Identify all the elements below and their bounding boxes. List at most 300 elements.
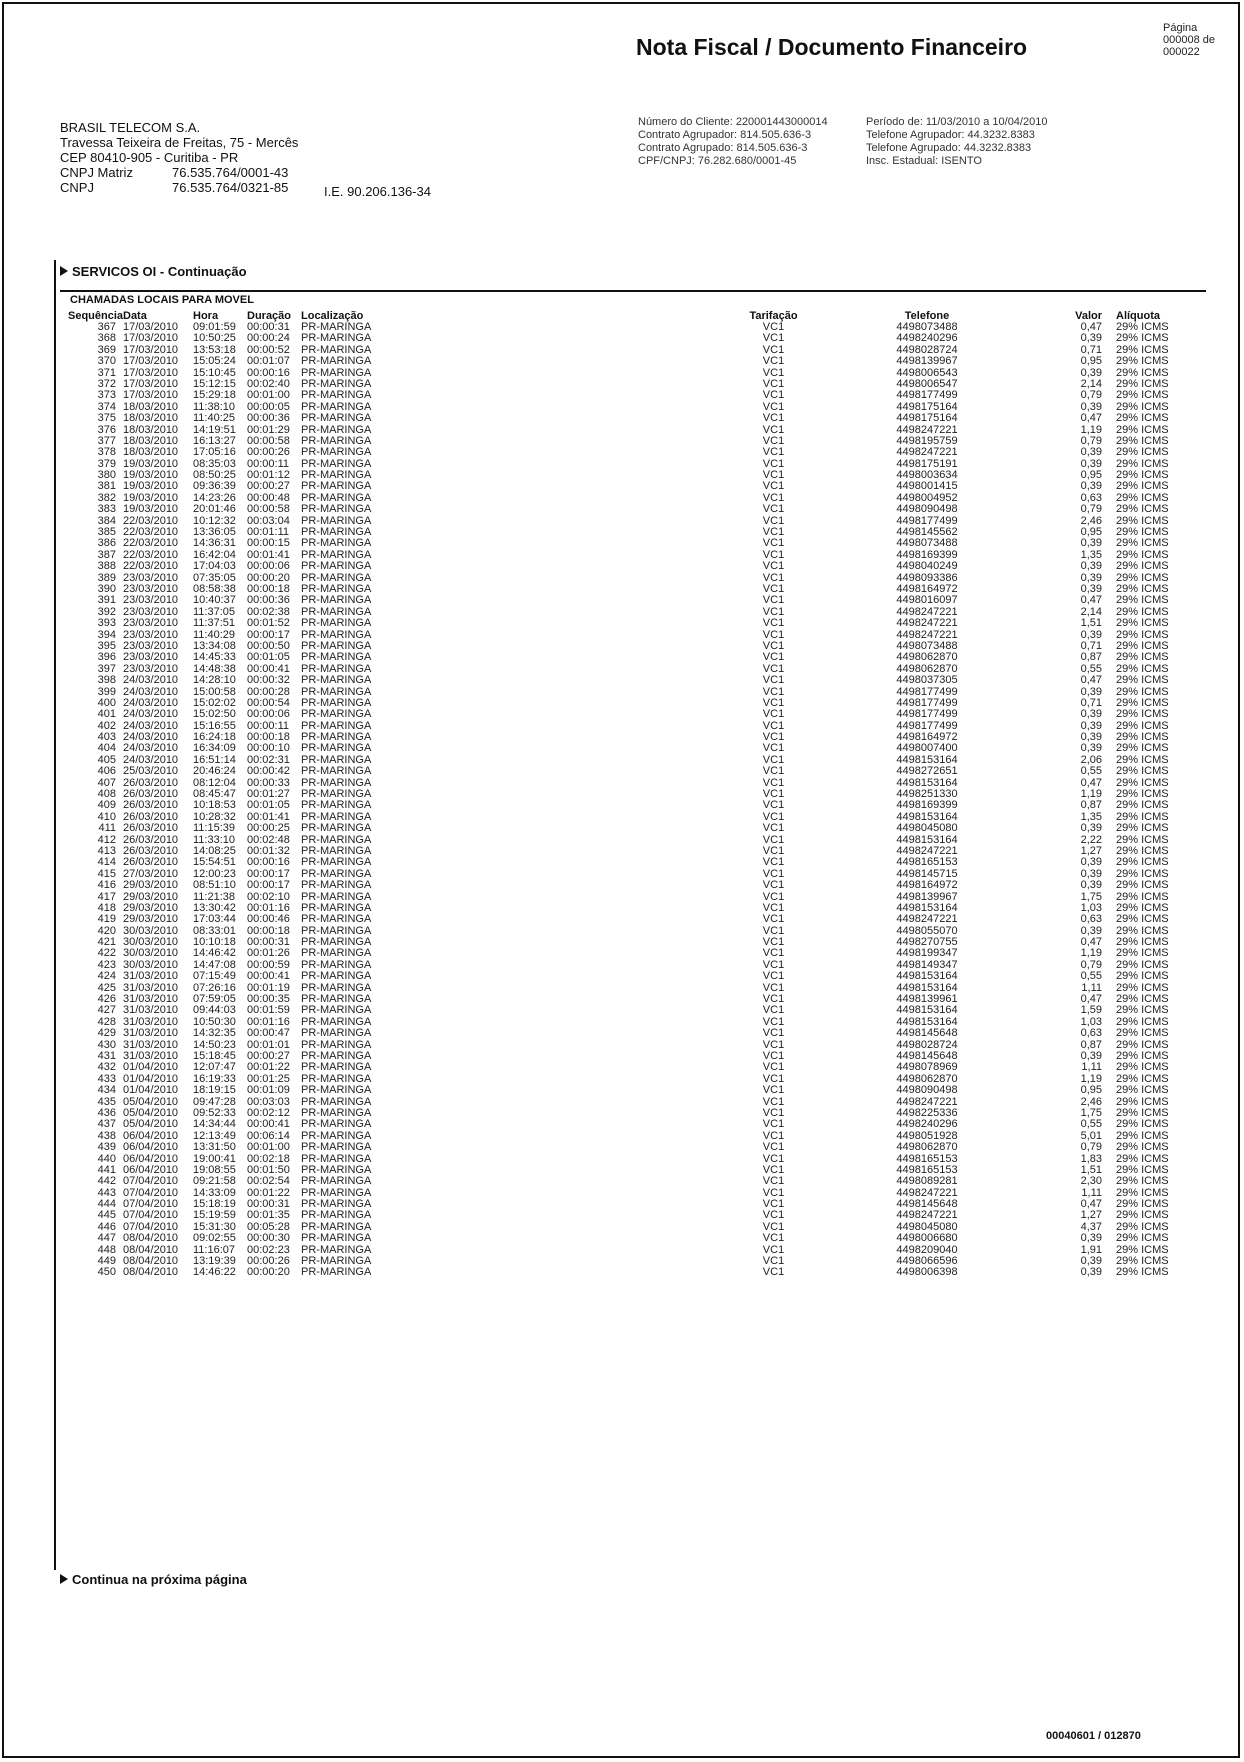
- cell-hora: 14:46:22: [193, 1266, 236, 1279]
- cell-tarifacao: VC1: [762, 400, 785, 413]
- cell-localizacao: PR-MARINGA: [301, 1141, 372, 1154]
- cell-hora: 14:08:25: [193, 844, 236, 857]
- cell-sequencia: 391: [97, 594, 116, 607]
- cell-duracao: 00:00:31: [247, 936, 290, 949]
- cell-sequencia: 371: [97, 366, 116, 379]
- cell-hora: 12:13:49: [193, 1129, 236, 1142]
- cell-tarifacao: VC1: [762, 423, 785, 436]
- cell-telefone: 4498145648: [896, 1198, 958, 1211]
- cell-localizacao: PR-MARINGA: [301, 1243, 372, 1256]
- cell-hora: 16:24:18: [193, 731, 236, 744]
- cell-duracao: 00:01:25: [247, 1072, 290, 1085]
- cell-valor: 2,22: [1080, 833, 1102, 846]
- cell-hora: 15:05:24: [193, 355, 236, 368]
- cell-sequencia: 411: [98, 822, 116, 835]
- cell-valor: 0,39: [1080, 571, 1102, 584]
- cell-aliquota: 29% ICMS: [1116, 423, 1169, 436]
- cell-aliquota: 29% ICMS: [1116, 480, 1169, 493]
- cell-localizacao: PR-MARINGA: [301, 446, 372, 459]
- cell-tarifacao: VC1: [762, 1255, 785, 1268]
- contrato-agrupado: Contrato Agrupado: 814.505.636-3: [638, 142, 808, 154]
- cell-hora: 14:46:42: [193, 947, 236, 960]
- cell-duracao: 00:00:58: [247, 503, 290, 516]
- cell-aliquota: 29% ICMS: [1116, 674, 1169, 687]
- cell-valor: 1,35: [1080, 548, 1102, 561]
- cell-hora: 13:31:50: [193, 1141, 236, 1154]
- cell-hora: 11:40:29: [193, 628, 236, 641]
- cell-duracao: 00:00:47: [247, 1027, 290, 1040]
- cell-aliquota: 29% ICMS: [1116, 776, 1169, 789]
- cell-valor: 0,39: [1080, 742, 1102, 755]
- cell-localizacao: PR-MARINGA: [301, 434, 372, 447]
- cell-telefone: 4498247221: [896, 1186, 958, 1199]
- header-data: Data: [123, 310, 147, 322]
- cell-sequencia: 440: [97, 1152, 116, 1165]
- cell-tarifacao: VC1: [762, 1050, 785, 1062]
- cell-telefone: 4498062870: [896, 1141, 958, 1154]
- cell-data: 22/03/2010: [123, 548, 179, 561]
- cell-valor: 1,75: [1080, 890, 1102, 903]
- cell-tarifacao: VC1: [762, 332, 785, 345]
- cell-data: 01/04/2010: [123, 1072, 179, 1085]
- cell-sequencia: 418: [97, 901, 116, 914]
- cell-telefone: 4498090498: [896, 1084, 958, 1097]
- cell-valor: 0,79: [1080, 503, 1102, 516]
- cell-duracao: 00:00:17: [247, 628, 290, 641]
- cell-sequencia: 414: [97, 856, 116, 869]
- cell-aliquota: 29% ICMS: [1116, 400, 1169, 413]
- cell-aliquota: 29% ICMS: [1116, 1004, 1169, 1017]
- cell-duracao: 00:03:03: [247, 1095, 290, 1108]
- cell-localizacao: PR-MARINGA: [301, 514, 372, 527]
- cell-localizacao: PR-MARINGA: [301, 822, 372, 835]
- cell-telefone: 4498073488: [896, 639, 958, 652]
- triangle-icon: [60, 1574, 68, 1584]
- cell-localizacao: PR-MARINGA: [301, 1072, 372, 1085]
- cell-duracao: 00:02:10: [247, 890, 290, 903]
- cell-tarifacao: VC1: [762, 1198, 785, 1211]
- cell-localizacao: PR-MARINGA: [301, 366, 372, 379]
- cell-hora: 08:50:25: [193, 469, 236, 482]
- cell-data: 26/03/2010: [123, 776, 179, 789]
- cell-aliquota: 29% ICMS: [1116, 1050, 1169, 1062]
- table-row: [60, 447, 1206, 458]
- cell-tarifacao: VC1: [762, 662, 785, 675]
- cell-sequencia: 374: [97, 400, 116, 413]
- cell-valor: 2,14: [1080, 377, 1102, 390]
- cell-localizacao: PR-MARINGA: [301, 560, 372, 573]
- cell-hora: 15:02:02: [193, 696, 236, 709]
- cell-telefone: 4498165153: [896, 856, 958, 869]
- company-name: BRASIL TELECOM S.A.: [60, 120, 201, 135]
- cell-aliquota: 29% ICMS: [1116, 469, 1169, 482]
- cell-duracao: 00:01:05: [247, 799, 290, 812]
- cell-valor: 0,95: [1080, 1084, 1102, 1097]
- cell-tarifacao: VC1: [762, 879, 785, 892]
- cell-hora: 09:21:58: [193, 1175, 236, 1188]
- cell-data: 01/04/2010: [123, 1061, 179, 1074]
- cell-sequencia: 434: [97, 1084, 116, 1097]
- cell-localizacao: PR-MARINGA: [301, 856, 372, 869]
- client-cpf-cnpj: CPF/CNPJ: 76.282.680/0001-45: [638, 155, 797, 167]
- cell-hora: 15:02:50: [193, 708, 236, 721]
- cell-aliquota: 29% ICMS: [1116, 924, 1169, 937]
- cell-aliquota: 29% ICMS: [1116, 696, 1169, 709]
- cell-localizacao: PR-MARINGA: [301, 708, 372, 721]
- cell-localizacao: PR-MARINGA: [301, 1015, 372, 1028]
- cell-localizacao: PR-MARINGA: [301, 321, 372, 333]
- cell-telefone: 4498247221: [896, 617, 958, 630]
- cell-valor: 0,39: [1080, 582, 1102, 595]
- cell-telefone: 4498153164: [896, 1004, 958, 1017]
- cell-data: 23/03/2010: [123, 651, 179, 664]
- cell-valor: 2,46: [1080, 1095, 1102, 1108]
- header-aliquota: Alíquota: [1116, 310, 1160, 322]
- cell-aliquota: 29% ICMS: [1116, 1072, 1169, 1085]
- cell-telefone: 4498006543: [896, 366, 958, 379]
- cell-tarifacao: VC1: [762, 1141, 785, 1154]
- cell-data: 07/04/2010: [123, 1186, 179, 1199]
- cell-duracao: 00:00:35: [247, 993, 290, 1006]
- cell-telefone: 4498164972: [896, 731, 958, 744]
- cell-telefone: 4498062870: [896, 651, 958, 664]
- cell-tarifacao: VC1: [762, 1232, 785, 1245]
- cell-localizacao: PR-MARINGA: [301, 913, 372, 926]
- cell-data: 29/03/2010: [123, 890, 179, 903]
- cell-localizacao: PR-MARINGA: [301, 1118, 372, 1131]
- cell-telefone: 4498153164: [896, 753, 958, 766]
- cell-sequencia: 397: [97, 662, 116, 675]
- cell-telefone: 4498153164: [896, 901, 958, 914]
- cell-telefone: 4498145648: [896, 1027, 958, 1040]
- cell-duracao: 00:01:12: [247, 469, 290, 482]
- cell-aliquota: 29% ICMS: [1116, 981, 1169, 994]
- cell-telefone: 4498078969: [896, 1061, 958, 1074]
- cell-hora: 16:13:27: [193, 434, 236, 447]
- cell-hora: 09:47:28: [193, 1095, 236, 1108]
- cell-valor: 0,71: [1080, 343, 1102, 356]
- cell-aliquota: 29% ICMS: [1116, 503, 1169, 516]
- cell-valor: 0,39: [1080, 856, 1102, 869]
- cell-hora: 12:00:23: [193, 867, 236, 880]
- cell-localizacao: PR-MARINGA: [301, 355, 372, 368]
- cell-localizacao: PR-MARINGA: [301, 799, 372, 812]
- cell-localizacao: PR-MARINGA: [301, 639, 372, 652]
- cell-hora: 09:44:03: [193, 1004, 236, 1017]
- cell-data: 19/03/2010: [123, 503, 179, 516]
- cell-duracao: 00:00:20: [247, 1266, 290, 1279]
- cell-data: 31/03/2010: [123, 1015, 179, 1028]
- cell-hora: 08:51:10: [193, 879, 236, 892]
- cell-duracao: 00:01:41: [247, 548, 290, 561]
- section-subtitle: CHAMADAS LOCAIS PARA MOVEL: [70, 294, 254, 306]
- cell-hora: 12:07:47: [193, 1061, 236, 1074]
- cell-telefone: 4498153164: [896, 981, 958, 994]
- cell-duracao: 00:00:27: [247, 480, 290, 493]
- cell-hora: 15:00:58: [193, 685, 236, 698]
- cell-valor: 1,35: [1080, 810, 1102, 823]
- cell-hora: 09:36:39: [193, 480, 236, 493]
- cell-telefone: 4498003634: [896, 469, 958, 482]
- cell-telefone: 4498169399: [896, 548, 958, 561]
- section-title: [60, 264, 247, 279]
- cell-hora: 10:10:18: [193, 936, 236, 949]
- cell-hora: 16:34:09: [193, 742, 236, 755]
- cell-aliquota: 29% ICMS: [1116, 833, 1169, 846]
- cell-data: 23/03/2010: [123, 639, 179, 652]
- cell-localizacao: PR-MARINGA: [301, 1061, 372, 1074]
- cell-sequencia: 396: [97, 651, 116, 664]
- table-row: [60, 1085, 1206, 1096]
- cell-localizacao: PR-MARINGA: [301, 924, 372, 937]
- cell-hora: 15:12:15: [193, 377, 236, 390]
- cell-duracao: 00:01:35: [247, 1209, 290, 1222]
- cell-sequencia: 404: [97, 742, 116, 755]
- cell-sequencia: 385: [97, 526, 116, 539]
- cell-valor: 2,30: [1080, 1175, 1102, 1188]
- cell-sequencia: 378: [97, 446, 116, 459]
- cell-telefone: 4498062870: [896, 1072, 958, 1085]
- cell-sequencia: 401: [97, 708, 116, 721]
- cell-duracao: 00:00:11: [247, 457, 290, 470]
- cell-hora: 16:19:33: [193, 1072, 236, 1085]
- cell-aliquota: 29% ICMS: [1116, 890, 1169, 903]
- cell-tarifacao: VC1: [762, 457, 785, 470]
- cell-telefone: 4498177499: [896, 719, 958, 732]
- cell-valor: 0,39: [1080, 1266, 1102, 1279]
- cell-valor: 0,79: [1080, 434, 1102, 447]
- client-number: Número do Cliente: 220001443000014: [638, 116, 828, 128]
- cell-hora: 10:18:53: [193, 799, 236, 812]
- cell-aliquota: 29% ICMS: [1116, 628, 1169, 641]
- cell-valor: 4,37: [1080, 1220, 1102, 1233]
- cell-telefone: 4498177499: [896, 685, 958, 698]
- cell-aliquota: 29% ICMS: [1116, 708, 1169, 721]
- cell-tarifacao: VC1: [762, 776, 785, 789]
- cell-aliquota: 29% ICMS: [1116, 947, 1169, 960]
- cell-tarifacao: VC1: [762, 674, 785, 687]
- cell-duracao: 00:01:32: [247, 844, 290, 857]
- cell-valor: 1,19: [1080, 423, 1102, 436]
- cell-sequencia: 422: [97, 947, 116, 960]
- cell-aliquota: 29% ICMS: [1116, 936, 1169, 949]
- cell-sequencia: 425: [97, 981, 116, 994]
- cell-valor: 0,55: [1080, 662, 1102, 675]
- cell-telefone: 4498145648: [896, 1050, 958, 1062]
- cell-sequencia: 399: [97, 685, 116, 698]
- cell-telefone: 4498270755: [896, 936, 958, 949]
- company-address: Travessa Teixeira de Freitas, 75 - Mercês: [60, 135, 299, 150]
- cell-valor: 0,95: [1080, 469, 1102, 482]
- cell-sequencia: 382: [97, 491, 116, 504]
- cell-data: 17/03/2010: [123, 332, 179, 345]
- cell-aliquota: 29% ICMS: [1116, 993, 1169, 1006]
- cell-telefone: 4498139967: [896, 890, 958, 903]
- cell-data: 24/03/2010: [123, 708, 179, 721]
- inscricao-estadual: I.E. 90.206.136-34: [324, 184, 431, 199]
- cell-aliquota: 29% ICMS: [1116, 605, 1169, 618]
- cell-aliquota: 29% ICMS: [1116, 321, 1169, 333]
- cell-tarifacao: VC1: [762, 491, 785, 504]
- cell-sequencia: 426: [97, 993, 116, 1006]
- cell-localizacao: PR-MARINGA: [301, 469, 372, 482]
- cell-localizacao: PR-MARINGA: [301, 776, 372, 789]
- cell-localizacao: PR-MARINGA: [301, 1255, 372, 1268]
- cell-data: 18/03/2010: [123, 423, 179, 436]
- cell-hora: 20:46:24: [193, 765, 236, 778]
- cell-duracao: 00:02:23: [247, 1243, 290, 1256]
- cell-localizacao: PR-MARINGA: [301, 1004, 372, 1017]
- cell-data: 17/03/2010: [123, 389, 179, 402]
- cell-tarifacao: VC1: [762, 594, 785, 607]
- cell-tarifacao: VC1: [762, 1095, 785, 1108]
- cell-aliquota: 29% ICMS: [1116, 639, 1169, 652]
- cell-data: 07/04/2010: [123, 1220, 179, 1233]
- cell-telefone: 4498175164: [896, 400, 958, 413]
- cell-tarifacao: VC1: [762, 936, 785, 949]
- cell-aliquota: 29% ICMS: [1116, 844, 1169, 857]
- cell-localizacao: PR-MARINGA: [301, 890, 372, 903]
- table-row: [60, 709, 1206, 720]
- cell-hora: 08:12:04: [193, 776, 236, 789]
- cell-data: 24/03/2010: [123, 685, 179, 698]
- cell-duracao: 00:00:26: [247, 446, 290, 459]
- cell-valor: 2,14: [1080, 605, 1102, 618]
- cell-hora: 08:33:01: [193, 924, 236, 937]
- cell-sequencia: 431: [97, 1050, 116, 1062]
- cell-valor: 1,59: [1080, 1004, 1102, 1017]
- cell-telefone: 4498247221: [896, 446, 958, 459]
- cell-telefone: 4498040249: [896, 560, 958, 573]
- cell-localizacao: PR-MARINGA: [301, 1163, 372, 1176]
- cell-duracao: 00:01:59: [247, 1004, 290, 1017]
- cell-duracao: 00:01:16: [247, 901, 290, 914]
- cell-hora: 14:32:35: [193, 1027, 236, 1040]
- cell-telefone: 4498045080: [896, 1220, 958, 1233]
- table-row: [60, 504, 1206, 515]
- cell-localizacao: PR-MARINGA: [301, 343, 372, 356]
- cell-aliquota: 29% ICMS: [1116, 753, 1169, 766]
- table-row: [60, 823, 1206, 834]
- cell-aliquota: 29% ICMS: [1116, 1175, 1169, 1188]
- cell-valor: 1,27: [1080, 844, 1102, 857]
- cell-data: 07/04/2010: [123, 1198, 179, 1211]
- cell-localizacao: PR-MARINGA: [301, 332, 372, 345]
- cell-telefone: 4498139961: [896, 993, 958, 1006]
- cell-sequencia: 395: [97, 639, 116, 652]
- company-cep: CEP 80410-905 - Curitiba - PR: [60, 150, 239, 165]
- cell-tarifacao: VC1: [762, 810, 785, 823]
- cell-data: 26/03/2010: [123, 810, 179, 823]
- header-tarifacao: Tarifação: [749, 310, 798, 322]
- cell-aliquota: 29% ICMS: [1116, 958, 1169, 971]
- cell-tarifacao: VC1: [762, 822, 785, 835]
- cell-telefone: 4498089281: [896, 1175, 958, 1188]
- cell-data: 30/03/2010: [123, 958, 179, 971]
- cell-localizacao: PR-MARINGA: [301, 457, 372, 470]
- cell-telefone: 4498247221: [896, 1095, 958, 1108]
- cell-data: 31/03/2010: [123, 1038, 179, 1051]
- cell-hora: 15:18:19: [193, 1198, 236, 1211]
- cell-sequencia: 438: [97, 1129, 116, 1142]
- cell-telefone: 4498028724: [896, 343, 958, 356]
- cell-hora: 11:15:39: [193, 822, 236, 835]
- cell-data: 29/03/2010: [123, 901, 179, 914]
- cell-valor: 0,71: [1080, 696, 1102, 709]
- cell-data: 07/04/2010: [123, 1209, 179, 1222]
- cell-sequencia: 367: [97, 321, 116, 333]
- cell-telefone: 4498073488: [896, 321, 958, 333]
- cell-hora: 13:53:18: [193, 343, 236, 356]
- cell-duracao: 00:00:36: [247, 412, 290, 425]
- cell-telefone: 4498051928: [896, 1129, 958, 1142]
- cell-sequencia: 402: [97, 719, 116, 732]
- cell-localizacao: PR-MARINGA: [301, 1175, 372, 1188]
- cell-telefone: 4498177499: [896, 389, 958, 402]
- cell-sequencia: 413: [97, 844, 116, 857]
- cell-data: 18/03/2010: [123, 446, 179, 459]
- cell-telefone: 4498175191: [896, 457, 958, 470]
- cell-aliquota: 29% ICMS: [1116, 1163, 1169, 1176]
- cell-sequencia: 439: [97, 1141, 116, 1154]
- cell-aliquota: 29% ICMS: [1116, 822, 1169, 835]
- cell-duracao: 00:01:22: [247, 1061, 290, 1074]
- table-row: [60, 652, 1206, 663]
- cell-valor: 0,39: [1080, 867, 1102, 880]
- cell-duracao: 00:00:16: [247, 366, 290, 379]
- cell-valor: 0,39: [1080, 446, 1102, 459]
- cell-localizacao: PR-MARINGA: [301, 423, 372, 436]
- cell-data: 31/03/2010: [123, 1027, 179, 1040]
- cell-hora: 19:00:41: [193, 1152, 236, 1165]
- cell-valor: 1,51: [1080, 1163, 1102, 1176]
- cell-hora: 10:28:32: [193, 810, 236, 823]
- cell-data: 23/03/2010: [123, 582, 179, 595]
- cell-aliquota: 29% ICMS: [1116, 343, 1169, 356]
- cell-duracao: 00:01:16: [247, 1015, 290, 1028]
- cell-duracao: 00:02:12: [247, 1106, 290, 1119]
- cell-valor: 0,47: [1080, 936, 1102, 949]
- client-info: [638, 116, 828, 168]
- cell-localizacao: PR-MARINGA: [301, 400, 372, 413]
- cell-sequencia: 403: [97, 731, 116, 744]
- cell-tarifacao: VC1: [762, 742, 785, 755]
- cell-data: 25/03/2010: [123, 765, 179, 778]
- table-row: [60, 766, 1206, 777]
- cell-tarifacao: VC1: [762, 480, 785, 493]
- cell-aliquota: 29% ICMS: [1116, 1038, 1169, 1051]
- cell-duracao: 00:00:24: [247, 332, 290, 345]
- cell-aliquota: 29% ICMS: [1116, 457, 1169, 470]
- table-row: [60, 971, 1206, 982]
- cell-sequencia: 441: [97, 1163, 116, 1176]
- cell-tarifacao: VC1: [762, 628, 785, 641]
- cell-sequencia: 449: [97, 1255, 116, 1268]
- cell-duracao: 00:01:00: [247, 389, 290, 402]
- cell-valor: 0,39: [1080, 1255, 1102, 1268]
- cell-sequencia: 405: [97, 753, 116, 766]
- cell-duracao: 00:00:31: [247, 1198, 290, 1211]
- table-row: [60, 618, 1206, 629]
- telefone-agrupador: Telefone Agrupador: 44.3232.8383: [866, 129, 1035, 141]
- cell-duracao: 00:01:01: [247, 1038, 290, 1051]
- cell-valor: 0,39: [1080, 332, 1102, 345]
- cell-aliquota: 29% ICMS: [1116, 788, 1169, 801]
- cell-tarifacao: VC1: [762, 1072, 785, 1085]
- cell-telefone: 4498247221: [896, 1209, 958, 1222]
- cell-sequencia: 420: [97, 924, 116, 937]
- cell-tarifacao: VC1: [762, 377, 785, 390]
